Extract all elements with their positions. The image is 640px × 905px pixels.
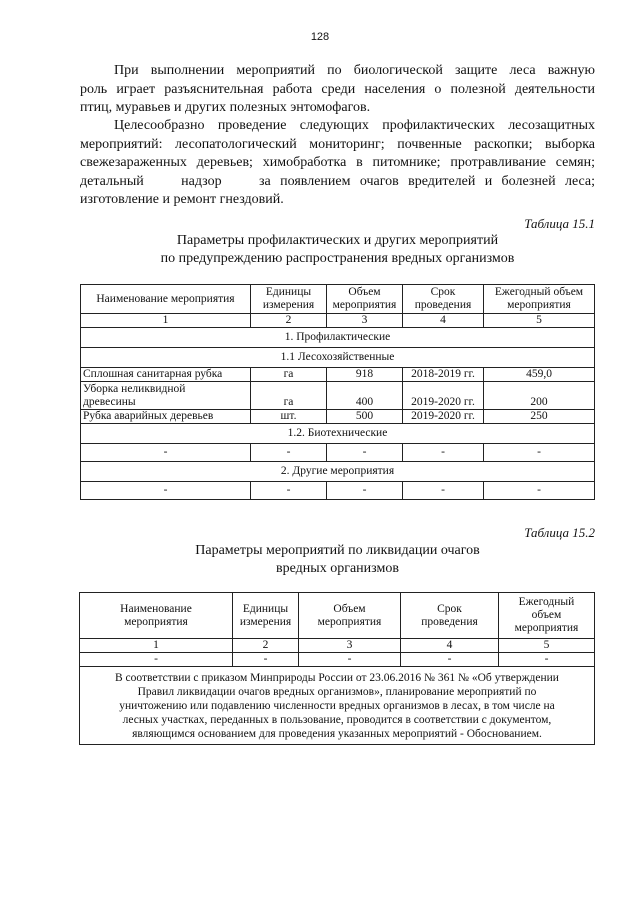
column-number: 4 bbox=[403, 314, 484, 328]
table-row bbox=[81, 410, 595, 424]
empty-value: - bbox=[81, 444, 251, 462]
paragraph-preventive-measures bbox=[80, 117, 595, 210]
table-row bbox=[81, 368, 595, 382]
empty-value: - bbox=[299, 653, 401, 667]
column-number: 4 bbox=[401, 639, 499, 653]
paragraph-biological-protection bbox=[80, 62, 595, 118]
measure-unit: шт. bbox=[251, 410, 327, 424]
measure-period: 2019-2020 гг. bbox=[403, 382, 484, 410]
measure-volume: 400 bbox=[327, 382, 403, 410]
empty-value: - bbox=[80, 653, 233, 667]
header-cell: Срок проведения bbox=[403, 285, 484, 314]
note-line: являющимся основанием для проведения указанных мероприятий - Обоснованием. bbox=[132, 727, 542, 740]
subsection-biotech: 1.2. Биотехнические bbox=[81, 424, 595, 444]
empty-value: - bbox=[233, 653, 299, 667]
table-title bbox=[80, 232, 595, 268]
table-row bbox=[80, 653, 595, 667]
column-number: 2 bbox=[251, 314, 327, 328]
empty-value: - bbox=[403, 482, 484, 500]
paragraph-line: изготовление и ремонт гнездовий. bbox=[80, 192, 284, 207]
column-number: 5 bbox=[499, 639, 595, 653]
table-row bbox=[81, 382, 595, 410]
measure-volume: 918 bbox=[327, 368, 403, 382]
paragraph-line: детальный надзор за появлением очагов вредителей и болезней леса; bbox=[80, 173, 595, 189]
header-cell: Наименование мероприятия bbox=[80, 593, 233, 639]
paragraph-line: мероприятий: лесопатологический мониторинг; почвенные раскопки; выборка bbox=[80, 136, 595, 152]
table-row bbox=[81, 482, 595, 500]
column-number: 1 bbox=[81, 314, 251, 328]
measure-unit: га bbox=[251, 368, 327, 382]
measure-annual: 250 bbox=[484, 410, 595, 424]
subsection-row bbox=[81, 348, 595, 368]
column-number-row bbox=[81, 314, 595, 328]
column-number-row bbox=[80, 639, 595, 653]
table-title-line: вредных организмов bbox=[276, 561, 399, 576]
table-header-row bbox=[80, 593, 595, 639]
empty-value: - bbox=[81, 482, 251, 500]
header-cell: Единицы измерения bbox=[251, 285, 327, 314]
empty-value: - bbox=[401, 653, 499, 667]
section-row bbox=[81, 328, 595, 348]
table-outbreak-liquidation bbox=[79, 592, 595, 745]
header-cell: Ежегодный объем мероприятия bbox=[484, 285, 595, 314]
page-number: 128 bbox=[310, 31, 330, 43]
measure-name: Сплошная санитарная рубка bbox=[81, 368, 251, 382]
note-line: Правил ликвидации очагов вредных организмов», планирование мероприятий по bbox=[137, 685, 537, 698]
note-row bbox=[80, 667, 595, 745]
table-preventive-measures bbox=[80, 284, 595, 500]
empty-value: - bbox=[484, 482, 595, 500]
measure-annual: 200 bbox=[484, 382, 595, 410]
table-title bbox=[80, 542, 595, 578]
empty-value: - bbox=[251, 444, 327, 462]
empty-value: - bbox=[327, 482, 403, 500]
section-other: 2. Другие мероприятия bbox=[81, 462, 595, 482]
header-cell: Объем мероприятия bbox=[327, 285, 403, 314]
table-title-line: Параметры мероприятий по ликвидации очагов bbox=[195, 543, 480, 558]
measure-period: 2019-2020 гг. bbox=[403, 410, 484, 424]
measure-name: Уборка неликвидной древесины bbox=[81, 382, 251, 410]
regulation-note bbox=[80, 667, 595, 745]
header-cell: Ежегодный объем мероприятия bbox=[499, 593, 595, 639]
empty-value: - bbox=[327, 444, 403, 462]
paragraph-line: птиц, муравьев и других полезных энтомофагов. bbox=[80, 100, 371, 115]
section-preventive: 1. Профилактические bbox=[81, 328, 595, 348]
note-line: уничтожению или подавлению численности вредных организмов в лесах, в том числе на bbox=[119, 699, 555, 712]
table-row bbox=[81, 444, 595, 462]
paragraph-line: При выполнении мероприятий по биологической защите леса важную bbox=[114, 63, 595, 78]
note-line: В соответствии с приказом Минприроды России от 23.06.2016 № 361 № «Об утверждении bbox=[115, 671, 559, 684]
table-header-row bbox=[81, 285, 595, 314]
subsection-forestry: 1.1 Лесохозяйственные bbox=[81, 348, 595, 368]
empty-value: - bbox=[403, 444, 484, 462]
measure-volume: 500 bbox=[327, 410, 403, 424]
measure-unit: га bbox=[251, 382, 327, 410]
column-number: 3 bbox=[327, 314, 403, 328]
column-number: 3 bbox=[299, 639, 401, 653]
measure-annual: 459,0 bbox=[484, 368, 595, 382]
table-title-line: по предупреждению распространения вредных организмов bbox=[160, 251, 515, 266]
paragraph-line: свежезараженных деревьев; химобработка в питомнике; протравливание семян; bbox=[80, 155, 595, 170]
subsection-row bbox=[81, 424, 595, 444]
header-cell: Объем мероприятия bbox=[299, 593, 401, 639]
measure-period: 2018-2019 гг. bbox=[403, 368, 484, 382]
column-number: 1 bbox=[80, 639, 233, 653]
header-cell: Единицы измерения bbox=[233, 593, 299, 639]
section-row bbox=[81, 462, 595, 482]
column-number: 5 bbox=[484, 314, 595, 328]
header-cell: Срок проведения bbox=[401, 593, 499, 639]
table-label: Таблица 15.1 bbox=[524, 216, 595, 231]
empty-value: - bbox=[251, 482, 327, 500]
column-number: 2 bbox=[233, 639, 299, 653]
paragraph-line: Целесообразно проведение следующих профилактических лесозащитных bbox=[114, 118, 595, 133]
measure-name: Рубка аварийных деревьев bbox=[81, 410, 251, 424]
paragraph-line: роль играет разъяснительная работа среди населения о полезной деятельности bbox=[80, 81, 595, 97]
table-label: Таблица 15.2 bbox=[524, 525, 595, 540]
empty-value: - bbox=[499, 653, 595, 667]
note-line: лесных участках, переданных в пользование, проводится в соответствии с документом, bbox=[122, 713, 552, 726]
header-cell: Наименование мероприятия bbox=[81, 285, 251, 314]
empty-value: - bbox=[484, 444, 595, 462]
table-title-line: Параметры профилактических и других мероприятий bbox=[176, 233, 499, 248]
